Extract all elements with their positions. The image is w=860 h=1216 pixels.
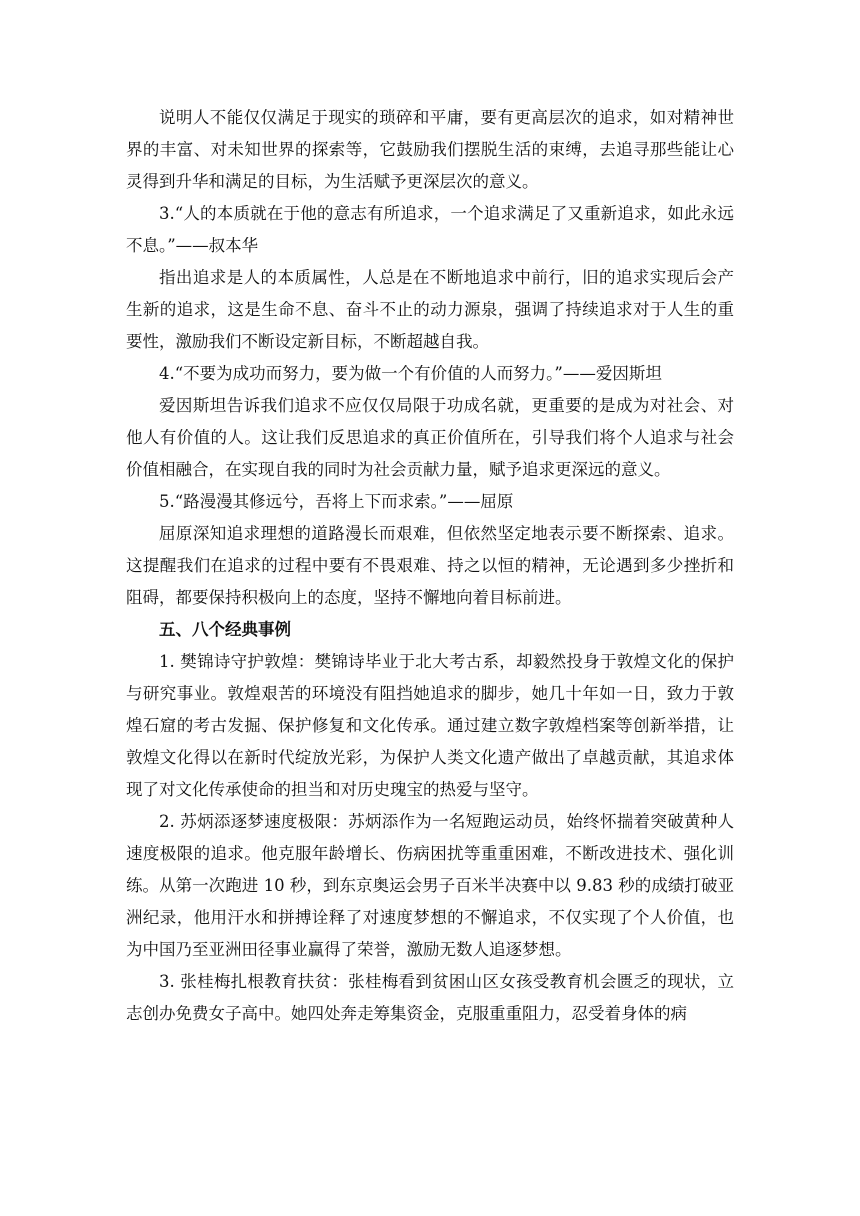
document-page bbox=[126, 102, 734, 1030]
paragraph-einstein-explanation: 爱因斯坦告诉我们追求不应仅仅局限于功成名就，更重要的是成为对社会、对他人有价值的人。这让我们反思追求的真正价值所在，引导我们将个人追求与社会价值相融合，在实现自我的同时为社会贡献力量，赋予追求更深远的意义。 bbox=[126, 396, 734, 479]
section-heading-eight-examples: 五、八个经典事例 bbox=[159, 620, 291, 639]
quote-quyuan: 5.“路漫漫其修远兮，吾将上下而求索。”——屈原 bbox=[159, 492, 514, 511]
example-fan-jinshi: 1. 樊锦诗守护敦煌：樊锦诗毕业于北大考古系，却毅然投身于敦煌文化的保护与研究事业。敦煌艰苦的环境没有阻挡她追求的脚步，她几十年如一日，致力于敦煌石窟的考古发掘、保护修复和文化传承。通过建立数字敦煌档案等创新举措，让敦煌文化得以在新时代绽放光彩，为保护人类文化遗产做出了卓越贡献，其追求体现了对文化传承使命的担当和对历史瑰宝的热爱与坚守。 bbox=[126, 652, 734, 799]
quote-schopenhauer: 3.“人的本质就在于他的意志有所追求，一个追求满足了又重新追求，如此永远不息。”——叔本华 bbox=[126, 204, 734, 255]
paragraph-schopenhauer-explanation: 指出追求是人的本质属性，人总是在不断地追求中前行，旧的追求实现后会产生新的追求，这是生命不息、奋斗不止的动力源泉，强调了持续追求对于人生的重要性，激励我们不断设定新目标，不断超越自我。 bbox=[126, 268, 734, 351]
paragraph-quyuan-explanation: 屈原深知追求理想的道路漫长而艰难，但依然坚定地表示要不断探索、追求。这提醒我们在追求的过程中要有不畏艰难、持之以恒的精神，无论遇到多少挫折和阻碍，都要保持积极向上的态度，坚持不懈地向着目标前进。 bbox=[126, 524, 734, 607]
quote-einstein: 4.“不要为成功而努力，要为做一个有价值的人而努力。”——爱因斯坦 bbox=[159, 364, 662, 383]
example-zhang-guimei: 3. 张桂梅扎根教育扶贫：张桂梅看到贫困山区女孩受教育机会匮乏的现状，立志创办免费女子高中。她四处奔走筹集资金，克服重重阻力，忍受着身体的病 bbox=[126, 972, 734, 1023]
example-su-bingtian: 2. 苏炳添逐梦速度极限：苏炳添作为一名短跑运动员，始终怀揣着突破黄种人速度极限的追求。他克服年龄增长、伤病困扰等重重困难，不断改进技术、强化训练。从第一次跑进 10 秒，到东京奥运会男子百米半决赛中以 9.83 秒的成绩打破亚洲纪录，他用汗水和拼搏诠释了对速度梦想的不懈追求，不仅实现了个人价值，也为中国乃至亚洲田径事业赢得了荣誉，激励无数人追逐梦想。 bbox=[126, 812, 734, 959]
paragraph-meaning-of-pursuit: 说明人不能仅仅满足于现实的琐碎和平庸，要有更高层次的追求，如对精神世界的丰富、对未知世界的探索等，它鼓励我们摆脱生活的束缚，去追寻那些能让心灵得到升华和满足的目标，为生活赋予更深层次的意义。 bbox=[126, 108, 734, 191]
